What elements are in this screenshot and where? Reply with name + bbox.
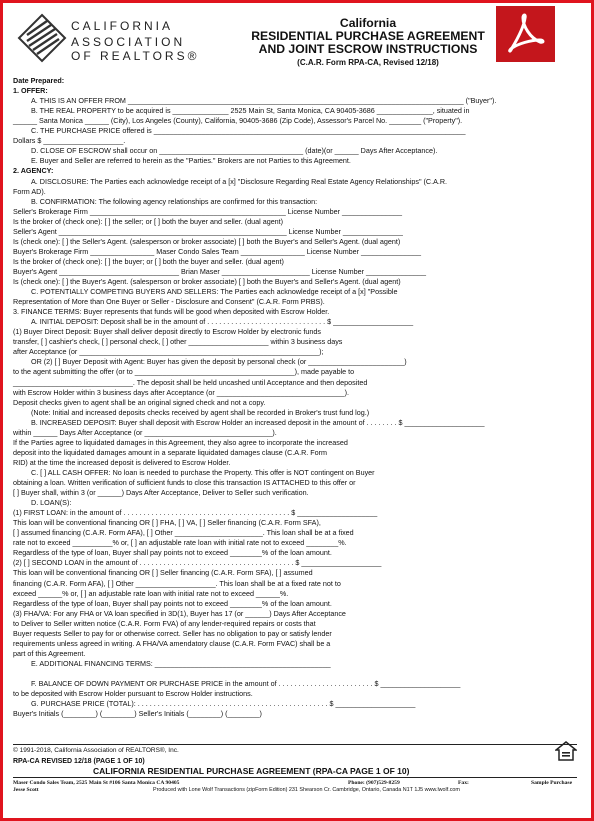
form-line: rate not to exceed __________% or, [ ] an adjustable rate loan with initial rate not to exceed ________%. [13, 538, 347, 548]
title-line2: RESIDENTIAL PURCHASE AGREEMENT [251, 29, 485, 43]
revision-text: RPA-CA REVISED 12/18 (PAGE 1 OF 10) [13, 758, 145, 765]
form-line: Regardless of the type of loan, Buyer shall pay points not to exceed ________% of the loan amount. [13, 548, 332, 558]
form-line: Form AD). [13, 186, 46, 196]
fax-text: Fax: [458, 780, 469, 786]
acrobat-icon [498, 8, 553, 60]
title-line1: California [339, 16, 397, 30]
form-line: Representation of More than One Buyer or Seller - Disclosure and Consent" (C.A.R. Form PRBS). [13, 297, 325, 307]
form-line: financing (C.A.R. Form AFA), [ ] Other ____________________. This loan shall be at a fixed rate not to [13, 578, 341, 588]
form-line: Regardless of the type of loan, Buyer shall pay points not to exceed ________% of the loan amount. [13, 598, 332, 608]
form-line: B. INCREASED DEPOSIT: Buyer shall deposit with Escrow Holder an increased deposit in the amount of . . . . . . . . $ ____________________ [31, 417, 485, 427]
form-line: Is (check one): [ ] the Buyer's Agent. (salesperson or broker associate) [ ] both the Buyer's and Seller's Agent. (dual agent) [13, 277, 401, 286]
form-line: after Acceptance (or ____________________________________________________________); [13, 347, 324, 357]
agent-name: Jesse Scott [13, 787, 39, 793]
form-line: D. LOAN(S): [31, 498, 72, 508]
form-line: ______________________________. The deposit shall be held uncashed until Acceptance and then deposited [13, 377, 368, 387]
form-line: part of this Agreement. [13, 648, 86, 658]
form-line: C. POTENTIALLY COMPETING BUYERS AND SELLERS: The Parties each acknowledge receipt of a [x] "Possible [31, 287, 398, 297]
form-line: obtaining a loan. Written verification of sufficient funds to close this transaction IS ATTACHED to this offer or [13, 478, 356, 487]
form-line: A. INITIAL DEPOSIT: Deposit shall be in the amount of . . . . . . . . . . . . . . . . . . . . . . . . . . . . . . $ ____________________ [31, 317, 414, 327]
form-line: B. THE REAL PROPERTY to be acquired is ______________ 2525 Main St, Santa Monica, CA 90405-3686 ______________, situated in [31, 106, 470, 116]
form-line: 2. AGENCY: [13, 166, 54, 176]
form-line: If the Parties agree to liquidated damages in this Agreement, they also agree to incorporate the increased [13, 437, 348, 447]
footer-divider [13, 744, 577, 745]
form-line: 1. OFFER: [13, 86, 48, 96]
form-line: 3. FINANCE TERMS: Buyer represents that funds will be good when deposited with Escrow Holder. [13, 307, 330, 317]
form-line: requirements unless agreed in writing. A FHA/VA amendatory clause (C.A.R. Form FVAC) shall be a [13, 638, 331, 648]
title-line3: AND JOINT ESCROW INSTRUCTIONS [258, 42, 478, 56]
title-subtitle: (C.A.R. Form RPA-CA, Revised 12/18) [297, 58, 439, 67]
form-line: A. DISCLOSURE: The Parties each acknowledge receipt of a [x] "Disclosure Regarding Real Estate Agency Relationships" (C.A.R. [31, 176, 448, 186]
form-line: [ ] Buyer shall, within 3 (or ______) Days After Acceptance, Deliver to Seller such verification. [13, 488, 309, 498]
copyright-text: © 1991-2018, California Association of REALTORS®, Inc. [13, 747, 179, 754]
org-name-line3: OF REALTORS® [71, 49, 200, 63]
form-line: transfer, [ ] cashier's check, [ ] personal check, [ ] other ____________________ within 3 business days [13, 337, 343, 347]
form-line: Buyer's Agent ______________________________ Brian Maser ______________________ License Number _______________ [13, 266, 427, 276]
form-line: This loan will be conventional financing OR [ ] Seller financing (C.A.R. Form SFA), [ ] assumed [13, 568, 313, 578]
form-line: (1) FIRST LOAN: in the amount of . . . . . . . . . . . . . . . . . . . . . . . . . . . . . . . . . . . . . . . . . . $ ____________________ [13, 508, 378, 518]
form-line: Buyer requests Seller to pay for or otherwise correct. Seller has no obligation to pay or satisfy lender [13, 628, 332, 638]
equal-housing-icon [555, 741, 577, 761]
form-line: within ______ Days After Acceptance (or ________________________________). [13, 427, 277, 437]
form-line: F. BALANCE OF DOWN PAYMENT OR PURCHASE PRICE in the amount of . . . . . . . . . . . . . . . . . . . . . . . . $ ____________________ [31, 679, 461, 688]
form-line: Dollars $ ____________________. [13, 136, 126, 146]
form-line: C. THE PURCHASE PRICE offered is ______________________________________________________________________________ [31, 126, 466, 136]
org-name-line1: CALIFORNIA [71, 19, 174, 33]
phone-text: Phone: (907)529-8259 [348, 780, 400, 786]
form-line: to Deliver to Seller written notice (C.A.R. Form FVA) of any lender-required repairs or costs that [13, 618, 316, 628]
form-line: OR (2) [ ] Buyer Deposit with Agent: Buyer has given the deposit by personal check (or ________________________) [31, 357, 407, 367]
footer-page-title: CALIFORNIA RESIDENTIAL PURCHASE AGREEMENT (RPA-CA PAGE 1 OF 10) [93, 766, 410, 776]
form-line: with Escrow Holder within 3 business days after Acceptance (or ________________________________). [13, 387, 350, 397]
form-line: G. PURCHASE PRICE (TOTAL): . . . . . . . . . . . . . . . . . . . . . . . . . . . . . . . . . . . . . . . . . . . . . . . . $ ____________________ [31, 699, 416, 709]
form-line: (2) [ ] SECOND LOAN in the amount of . . . . . . . . . . . . . . . . . . . . . . . . . . . . . . . . . . . . . . . $ ____________________ [13, 558, 382, 568]
org-name-line2: ASSOCIATION [71, 35, 186, 49]
footer-divider-2 [13, 777, 577, 778]
form-line: exceed ______% or, [ ] an adjustable rate loan with initial rate not to exceed ______%. [13, 588, 289, 598]
form-line: D. CLOSE OF ESCROW shall occur on ____________________________________ (date)(or ______ Days After Acceptance). [31, 146, 438, 156]
form-line: Date Prepared: [13, 76, 65, 85]
form-line: RID) at the time the increased deposit is delivered to Escrow Holder. [13, 457, 231, 467]
form-line: deposit into the liquidated damages amount in a separate liquidated damages clause (C.A.R. Form [13, 447, 328, 457]
pdf-icon[interactable] [496, 6, 555, 62]
form-line: Is the broker of (check one): [ ] the buyer; or [ ] both the buyer and seller. (dual agent) [13, 256, 284, 266]
form-line: Is the broker of (check one): [ ] the seller; or [ ] both the buyer and seller. (dual agent) [13, 216, 284, 226]
form-line: A. THIS IS AN OFFER FROM ____________________________________________________________________________________ ("Buyer"). [31, 96, 497, 106]
form-line: to be deposited with Escrow Holder pursuant to Escrow Holder instructions. [13, 689, 253, 699]
form-title [233, 17, 503, 69]
form-line: Buyer's Initials (________) (________) Seller's Initials (________) (________) [13, 709, 262, 719]
sample-text: Sample Purchase [531, 780, 573, 786]
produced-by-text: Produced with Lone Wolf Transactions (zipForm Edition) 231 Shearson Cr. Cambridge, Ontario, Canada N1T 1J5 www.lwolf.com [153, 787, 460, 793]
car-logo-icon [17, 13, 67, 63]
form-line: C. [ ] ALL CASH OFFER: No loan is needed to purchase the Property. This offer is NOT contingent on Buyer [31, 467, 375, 477]
form-line: B. CONFIRMATION: The following agency relationships are confirmed for this transaction: [31, 196, 318, 206]
form-line: Buyer's Brokerage Firm ________________ Maser Condo Sales Team ________________ License Number _______________ [13, 246, 422, 256]
form-line: to the agent submitting the offer (or to ________________________________________), made payable to [13, 367, 355, 377]
agent-line: Maser Condo Sales Team, 2525 Main St #106 Santa Monica CA 90405 [13, 780, 180, 786]
form-line: Seller's Agent _________________________________________________________ License Number _______________ [13, 226, 403, 236]
form-line: E. ADDITIONAL FINANCING TERMS: ____________________________________________ [31, 658, 331, 668]
form-line: (Note: Initial and increased deposits checks received by agent shall be recorded in Broker's trust fund log.) [31, 407, 370, 417]
form-line: ______ Santa Monica ______ (City), Los Angeles (County), California, 90405-3686 (Zip Code), Assessor's Parcel No. ________ ("Property"). [13, 116, 463, 126]
form-line: Seller's Brokerage Firm _________________________________________________ License Number _______________ [13, 206, 403, 216]
form-line: This loan will be conventional financing OR [ ] FHA, [ ] VA, [ ] Seller financing (C.A.R. Form SFA), [13, 518, 321, 528]
form-line: [ ] assumed financing (C.A.R. Form AFA), [ ] Other ______________________. This loan shall be at a fixed [13, 528, 354, 538]
form-line: E. Buyer and Seller are referred to herein as the "Parties." Brokers are not Parties to this Agreement. [31, 156, 351, 166]
form-line: Is (check one): [ ] the Seller's Agent. (salesperson or broker associate) [ ] both the Buyer's and Seller's Agent. (dual agent) [13, 236, 401, 246]
form-line: Deposit checks given to agent shall be an original signed check and not a copy. [13, 397, 266, 407]
form-line: (3) FHA/VA: For any FHA or VA loan specified in 3D(1), Buyer has 17 (or ______) Days After Acceptance [13, 608, 346, 618]
form-line: (1) Buyer Direct Deposit: Buyer shall deliver deposit directly to Escrow Holder by electronic funds [13, 327, 321, 337]
